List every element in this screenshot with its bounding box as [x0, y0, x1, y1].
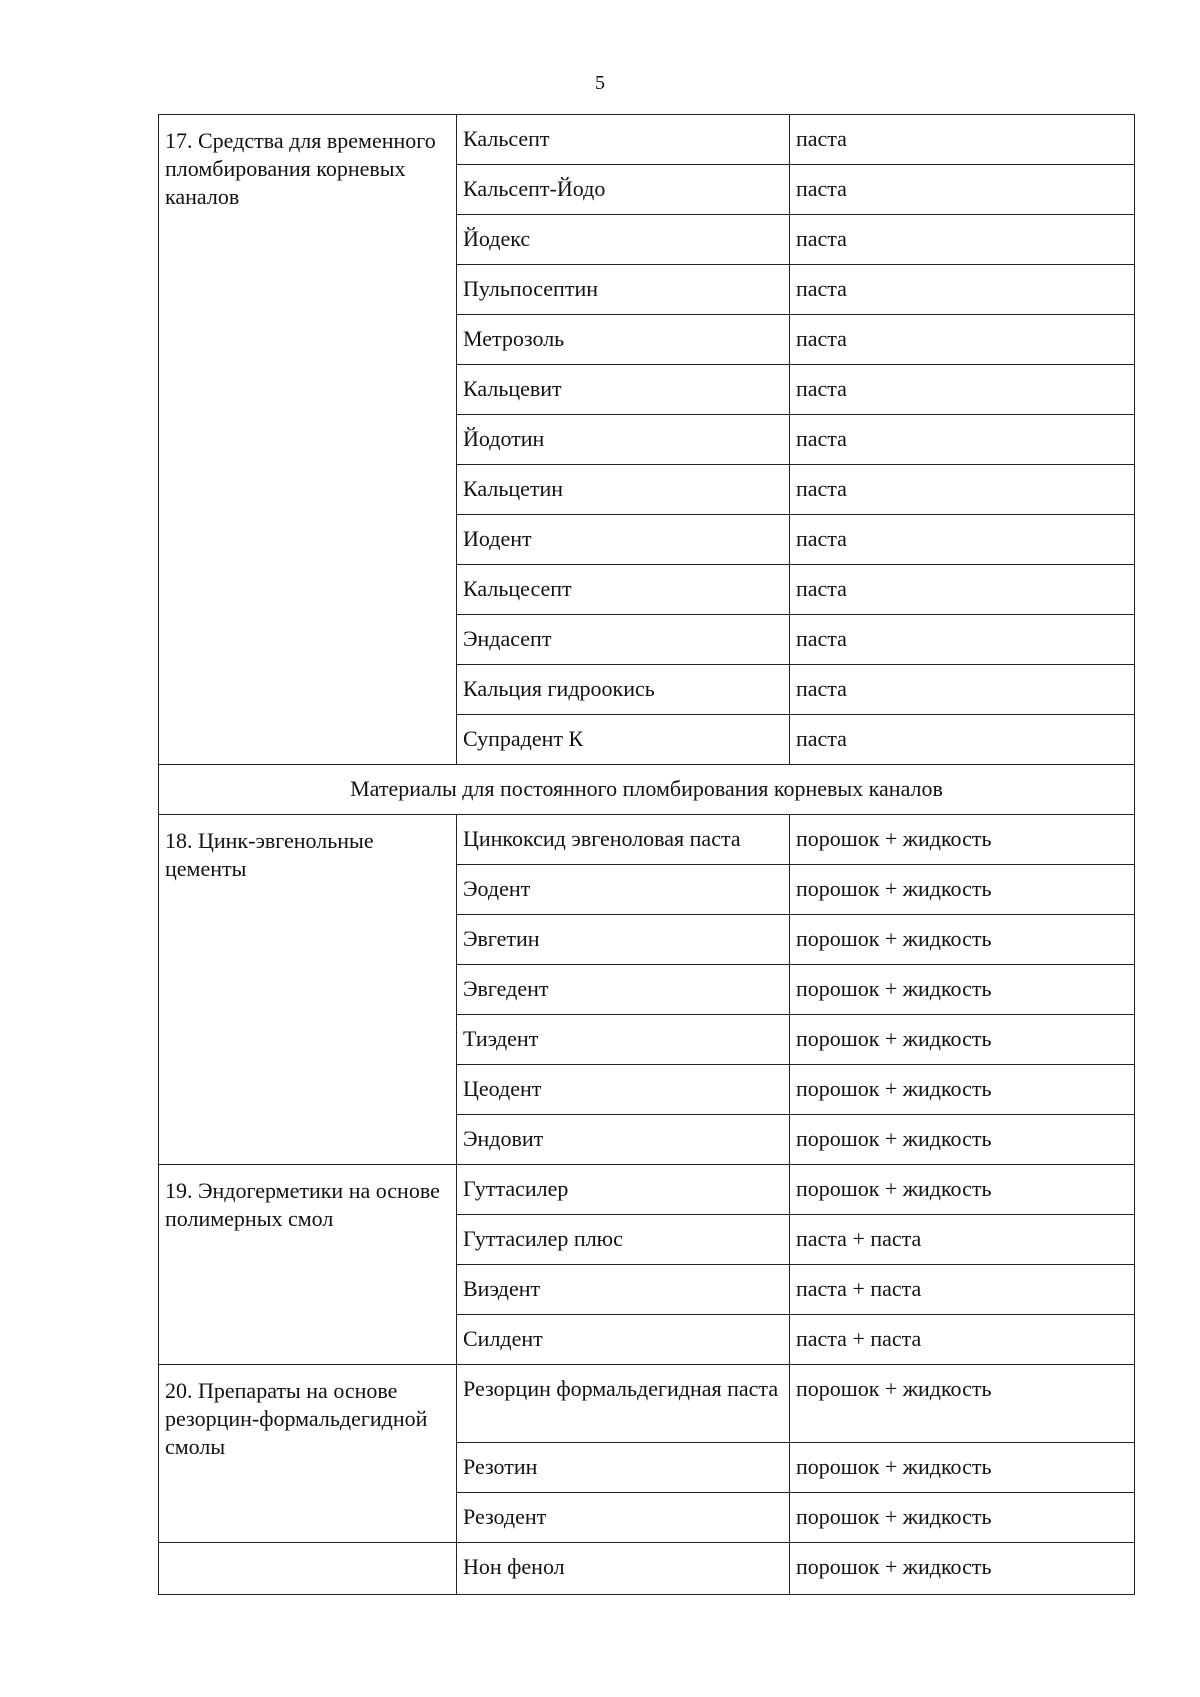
material-form-cell: паста [790, 165, 1135, 215]
category-cell: 19. Эндогерметики на основе полимерных смол [159, 1165, 457, 1365]
material-form-cell: паста [790, 265, 1135, 315]
material-form-cell: паста [790, 215, 1135, 265]
table-row [159, 1365, 1135, 1443]
material-name-cell: Гуттасилер [457, 1165, 790, 1215]
material-form-cell: паста [790, 715, 1135, 765]
material-name-cell: Йодотин [457, 415, 790, 465]
material-name-cell: Кальцетин [457, 465, 790, 515]
table-row [159, 1543, 1135, 1595]
materials-table-body [159, 115, 1135, 1595]
material-form-cell: порошок + жидкость [790, 815, 1135, 865]
material-name-cell: Цеодент [457, 1065, 790, 1115]
material-form-cell: паста [790, 415, 1135, 465]
material-name-cell: Эндовит [457, 1115, 790, 1165]
category-cell [159, 1543, 457, 1595]
material-form-cell: порошок + жидкость [790, 915, 1135, 965]
table-row [159, 815, 1135, 865]
material-name-cell: Кальсепт [457, 115, 790, 165]
category-cell: 20. Препараты на основе резорцин-формальдегидной смолы [159, 1365, 457, 1543]
material-form-cell: порошок + жидкость [790, 1365, 1135, 1443]
material-name-cell: Тиэдент [457, 1015, 790, 1065]
material-form-cell: порошок + жидкость [790, 965, 1135, 1015]
material-name-cell: Резодент [457, 1493, 790, 1543]
material-name-cell: Пульпосептин [457, 265, 790, 315]
materials-table [158, 114, 1135, 1595]
material-name-cell: Резотин [457, 1443, 790, 1493]
material-form-cell: паста + паста [790, 1315, 1135, 1365]
material-form-cell: порошок + жидкость [790, 1493, 1135, 1543]
material-name-cell: Эвгедент [457, 965, 790, 1015]
table-row [159, 115, 1135, 165]
material-name-cell: Гуттасилер плюс [457, 1215, 790, 1265]
material-form-cell: паста [790, 615, 1135, 665]
material-form-cell: порошок + жидкость [790, 1165, 1135, 1215]
section-heading: Материалы для постоянного пломбирования корневых каналов [159, 765, 1135, 815]
material-name-cell: Кальсепт-Йодо [457, 165, 790, 215]
material-form-cell: порошок + жидкость [790, 1065, 1135, 1115]
material-name-cell: Кальцевит [457, 365, 790, 415]
material-name-cell: Метрозоль [457, 315, 790, 365]
material-form-cell: паста [790, 315, 1135, 365]
material-form-cell: паста [790, 515, 1135, 565]
material-form-cell: паста + паста [790, 1265, 1135, 1315]
material-form-cell: паста [790, 465, 1135, 515]
material-name-cell: Йодекс [457, 215, 790, 265]
material-form-cell: порошок + жидкость [790, 865, 1135, 915]
material-form-cell: паста [790, 115, 1135, 165]
material-form-cell: порошок + жидкость [790, 1115, 1135, 1165]
material-name-cell: Эндасепт [457, 615, 790, 665]
material-name-cell: Эодент [457, 865, 790, 915]
material-form-cell: паста + паста [790, 1215, 1135, 1265]
material-name-cell: Кальцесепт [457, 565, 790, 615]
material-form-cell: паста [790, 565, 1135, 615]
material-name-cell: Цинкоксид эвгеноловая паста [457, 815, 790, 865]
material-name-cell: Силдент [457, 1315, 790, 1365]
material-form-cell: порошок + жидкость [790, 1015, 1135, 1065]
material-name-cell: Супрадент К [457, 715, 790, 765]
material-name-cell: Виэдент [457, 1265, 790, 1315]
material-name-cell: Нон фенол [457, 1543, 790, 1595]
material-name-cell: Эвгетин [457, 915, 790, 965]
material-name-cell: Иодент [457, 515, 790, 565]
material-form-cell: порошок + жидкость [790, 1443, 1135, 1493]
section-heading-row [159, 765, 1135, 815]
material-form-cell: паста [790, 365, 1135, 415]
material-name-cell: Резорцин формальдегидная паста [457, 1365, 790, 1443]
material-form-cell: порошок + жидкость [790, 1543, 1135, 1595]
page-number: 5 [595, 72, 605, 94]
category-cell: 18. Цинк-эвгенольные цементы [159, 815, 457, 1165]
material-form-cell: паста [790, 665, 1135, 715]
table-row [159, 1165, 1135, 1215]
category-cell: 17. Средства для временного пломбирования корневых каналов [159, 115, 457, 765]
material-name-cell: Кальция гидроокись [457, 665, 790, 715]
